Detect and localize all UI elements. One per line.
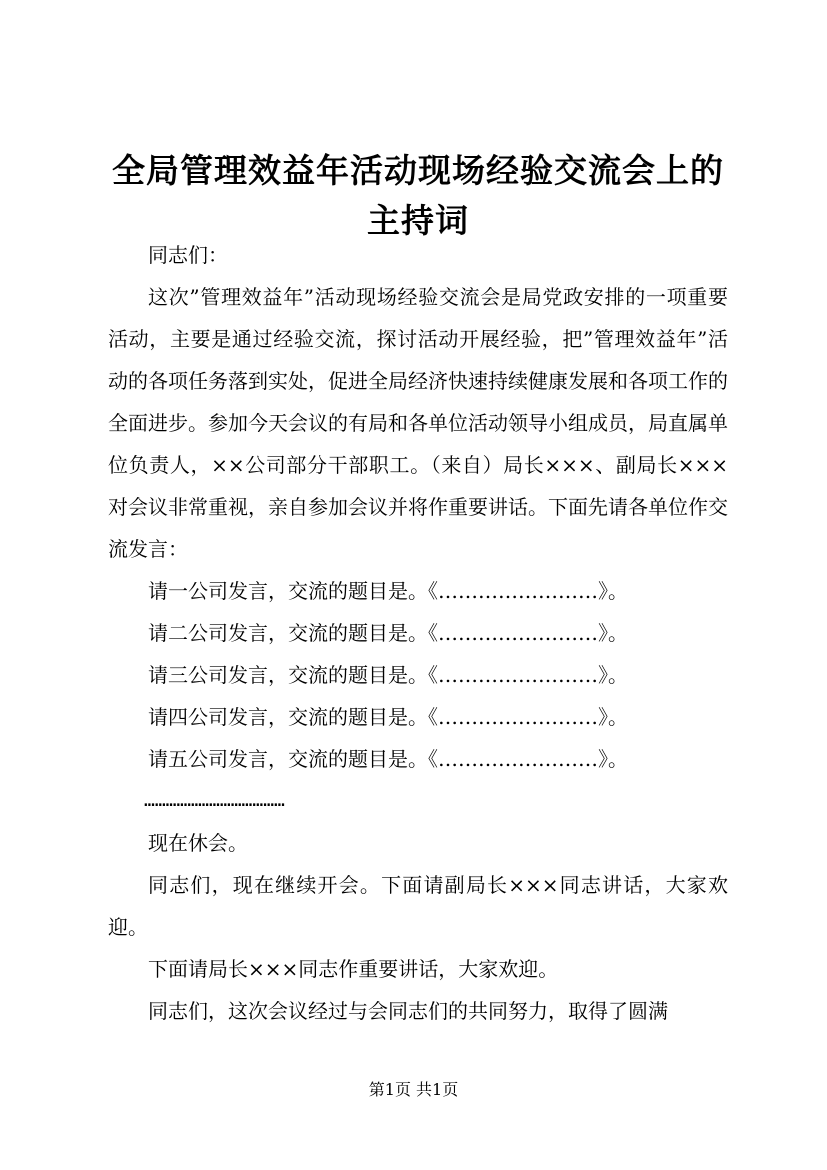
speaker-line-1: 请一公司发言，交流的题目是。《……………………》。 bbox=[148, 579, 628, 603]
intro-paragraph: 这次”管理效益年”活动现场经验交流会是局党政安排的一项重要活动，主要是通过经验交流，探讨活动开展经验，把”管理效益年”活动的各项任务落到实处，促进全局经济快速持续健康发展和各项工作的全面进步。参加今天会议的有局和各单位活动领导小组成员，局直属单位负责人，××公司部分干部职工。（来自）局长×××、副局长×××对会议非常重视，亲自参加会议并将作重要讲话。下面先请各单位作交流发言： bbox=[108, 285, 728, 561]
speaker-line-4: 请四公司发言，交流的题目是。《……………………》。 bbox=[148, 705, 628, 729]
speaker-line-2: 请二公司发言，交流的题目是。《……………………》。 bbox=[148, 621, 628, 645]
closing-paragraph: 同志们，这次会议经过与会同志们的共同努力，取得了圆满 bbox=[148, 999, 668, 1023]
speaker-line-5: 请五公司发言，交流的题目是。《……………………》。 bbox=[148, 747, 628, 771]
document-body bbox=[108, 234, 728, 1032]
recess-line: 现在休会。 bbox=[148, 831, 248, 855]
salutation: 同志们： bbox=[148, 243, 228, 267]
document-title: 全局管理效益年活动现场经验交流会上的主持词 bbox=[112, 151, 724, 240]
resume-paragraph: 同志们，现在继续开会。下面请副局长×××同志讲话，大家欢迎。 bbox=[108, 873, 728, 939]
director-speech-line: 下面请局长×××同志作重要讲话，大家欢迎。 bbox=[148, 957, 559, 981]
ellipsis-line: ………………………………… bbox=[144, 790, 285, 811]
speaker-line-3: 请三公司发言，交流的题目是。《……………………》。 bbox=[148, 663, 628, 687]
page-footer: 第1页 共1页 bbox=[368, 1080, 459, 1099]
